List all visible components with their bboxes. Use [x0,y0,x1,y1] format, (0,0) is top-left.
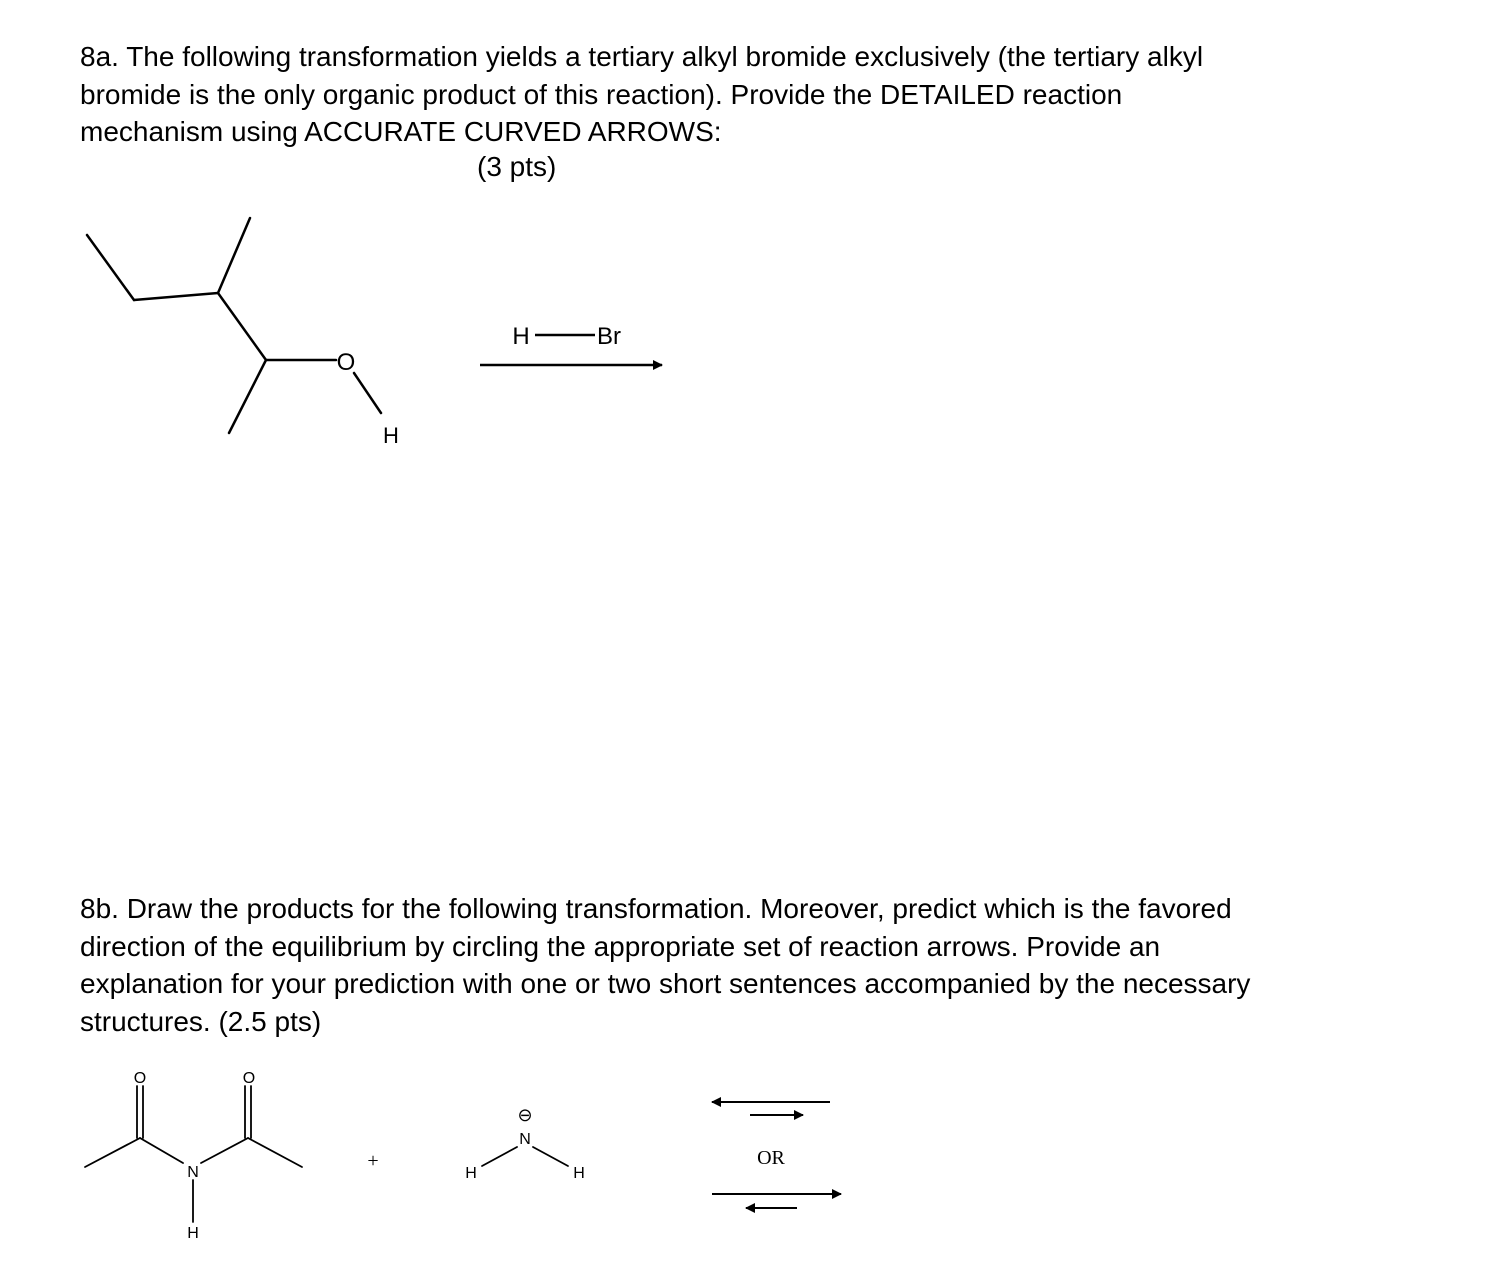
bond [248,1138,302,1167]
q8a-line-3: mechanism using ACCURATE CURVED ARROWS: [80,116,722,147]
hydrogen-atom-label: H [383,423,399,448]
q8a-line-1: 8a. The following transformation yields a tertiary alkyl bromide exclusively (the tertiary alkyl [80,41,1204,72]
q8b-imide-structure [85,1086,302,1222]
bond [134,293,218,300]
oxygen-atom-label: O [336,349,356,376]
imide-hydrogen-label: H [187,1225,199,1242]
reagent-h-label: H [512,323,530,350]
plus-sign: + [367,1150,379,1172]
bond [87,235,134,300]
q8b-line-2: direction of the equilibrium by circling the appropriate set of reaction arrows. Provide an [80,930,1161,962]
q8b-line-4: structures. (2.5 pts) [80,1005,322,1037]
negative-charge-icon: ⊖ [517,1105,533,1125]
bond [354,373,381,413]
amide-hydrogen-left-label: H [465,1165,477,1182]
amide-nitrogen-label: N [519,1131,531,1148]
bond [140,1138,183,1163]
imide-nitrogen-label: N [187,1164,199,1181]
q8b-line-1: 8b. Draw the products for the following transformation. Moreover, predict which is the favored [80,893,1232,924]
bond [218,293,266,360]
q8b-line-3: explanation for your prediction with one or two short sentences accompanied by the necessary [80,968,1251,999]
bond [229,360,266,433]
bond [85,1138,140,1167]
bond [218,218,250,293]
q8a-line-2: bromide is the only organic product of this reaction). Provide the DETAILED reaction [80,78,1123,110]
equilibrium-arrows-favor-right[interactable] [712,1194,841,1208]
imide-oxygen-right-label: O [242,1070,256,1087]
q8a-points: (3 pts) [477,151,557,182]
reagent-br-label: Br [597,323,621,350]
equilibrium-arrows-favor-left[interactable] [712,1102,830,1115]
imide-oxygen-left-label: O [133,1070,147,1087]
bond [482,1147,517,1166]
bond [533,1147,568,1166]
or-label: OR [757,1147,785,1169]
amide-hydrogen-right-label: H [573,1165,585,1182]
bond [201,1138,248,1163]
q8a-reactant-structure [87,218,381,433]
q8b-amide-anion-structure [482,1147,568,1166]
